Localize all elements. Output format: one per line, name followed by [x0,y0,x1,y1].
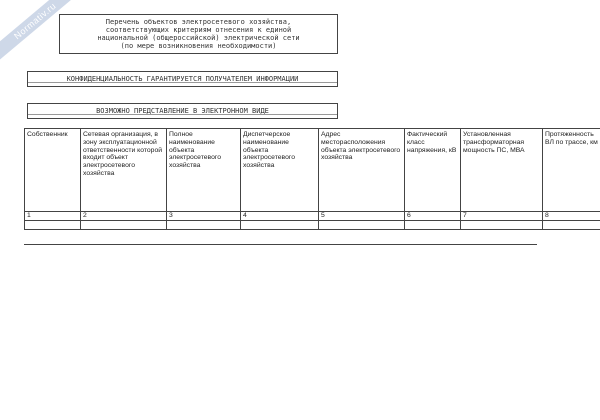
table-header-row [25,129,600,212]
column-number: 6 [405,212,461,221]
column-header: Полное наименование объекта электросетевого хозяйства [167,129,241,212]
table-cell [81,220,167,229]
column-header: Установленная трансформаторная мощность ПС, МВА [461,129,543,212]
column-number-row [25,212,600,221]
table-cell [543,220,600,229]
title-line: национальной (общероссийской) электрической сети [97,34,300,42]
column-header: Фактический класс напряжения, кВ [405,129,461,212]
column-header: Протяженность ВЛ по трассе, км [543,129,600,212]
column-number: 8 [543,212,600,221]
divider [28,82,337,83]
facility-register-table [24,128,600,230]
column-number: 5 [319,212,405,221]
table-cell [405,220,461,229]
table-cell [461,220,543,229]
watermark-ribbon: Normativ.ru [0,0,89,68]
column-number: 1 [25,212,81,221]
title-line: Перечень объектов электросетевого хозяйства, [105,18,292,26]
column-number: 2 [81,212,167,221]
column-header: Адрес месторасположения объекта электросетевого хозяйства [319,129,405,212]
confidentiality-text: КОНФИДЕНЦИАЛЬНОСТЬ ГАРАНТИРУЕТСЯ ПОЛУЧАТЕЛЕМ ИНФОРМАЦИИ [66,75,299,83]
column-header: Собственник [25,129,81,212]
document-title-box [59,14,338,54]
title-line: (по мере возникновения необходимости) [120,42,277,50]
table-cell [319,220,405,229]
table-cell [241,220,319,229]
column-header: Диспетчерское наименование объекта электросетевого хозяйства [241,129,319,212]
electronic-format-notice [27,103,338,119]
title-line: соответствующих критериям отнесения к единой [105,26,292,34]
confidentiality-notice [27,71,338,87]
table-cell [25,220,81,229]
table-cell [167,220,241,229]
electronic-format-text: ВОЗМОЖНО ПРЕДСТАВЛЕНИЕ В ЭЛЕКТРОННОМ ВИДЕ [96,107,269,115]
column-number: 3 [167,212,241,221]
column-number: 7 [461,212,543,221]
table-row [25,220,600,229]
column-number: 4 [241,212,319,221]
column-header: Сетевая организация, в зону эксплуатационной ответственности которой входит объект электросетевого хозяйства [81,129,167,212]
signature-rule [24,244,537,245]
divider [28,114,337,115]
